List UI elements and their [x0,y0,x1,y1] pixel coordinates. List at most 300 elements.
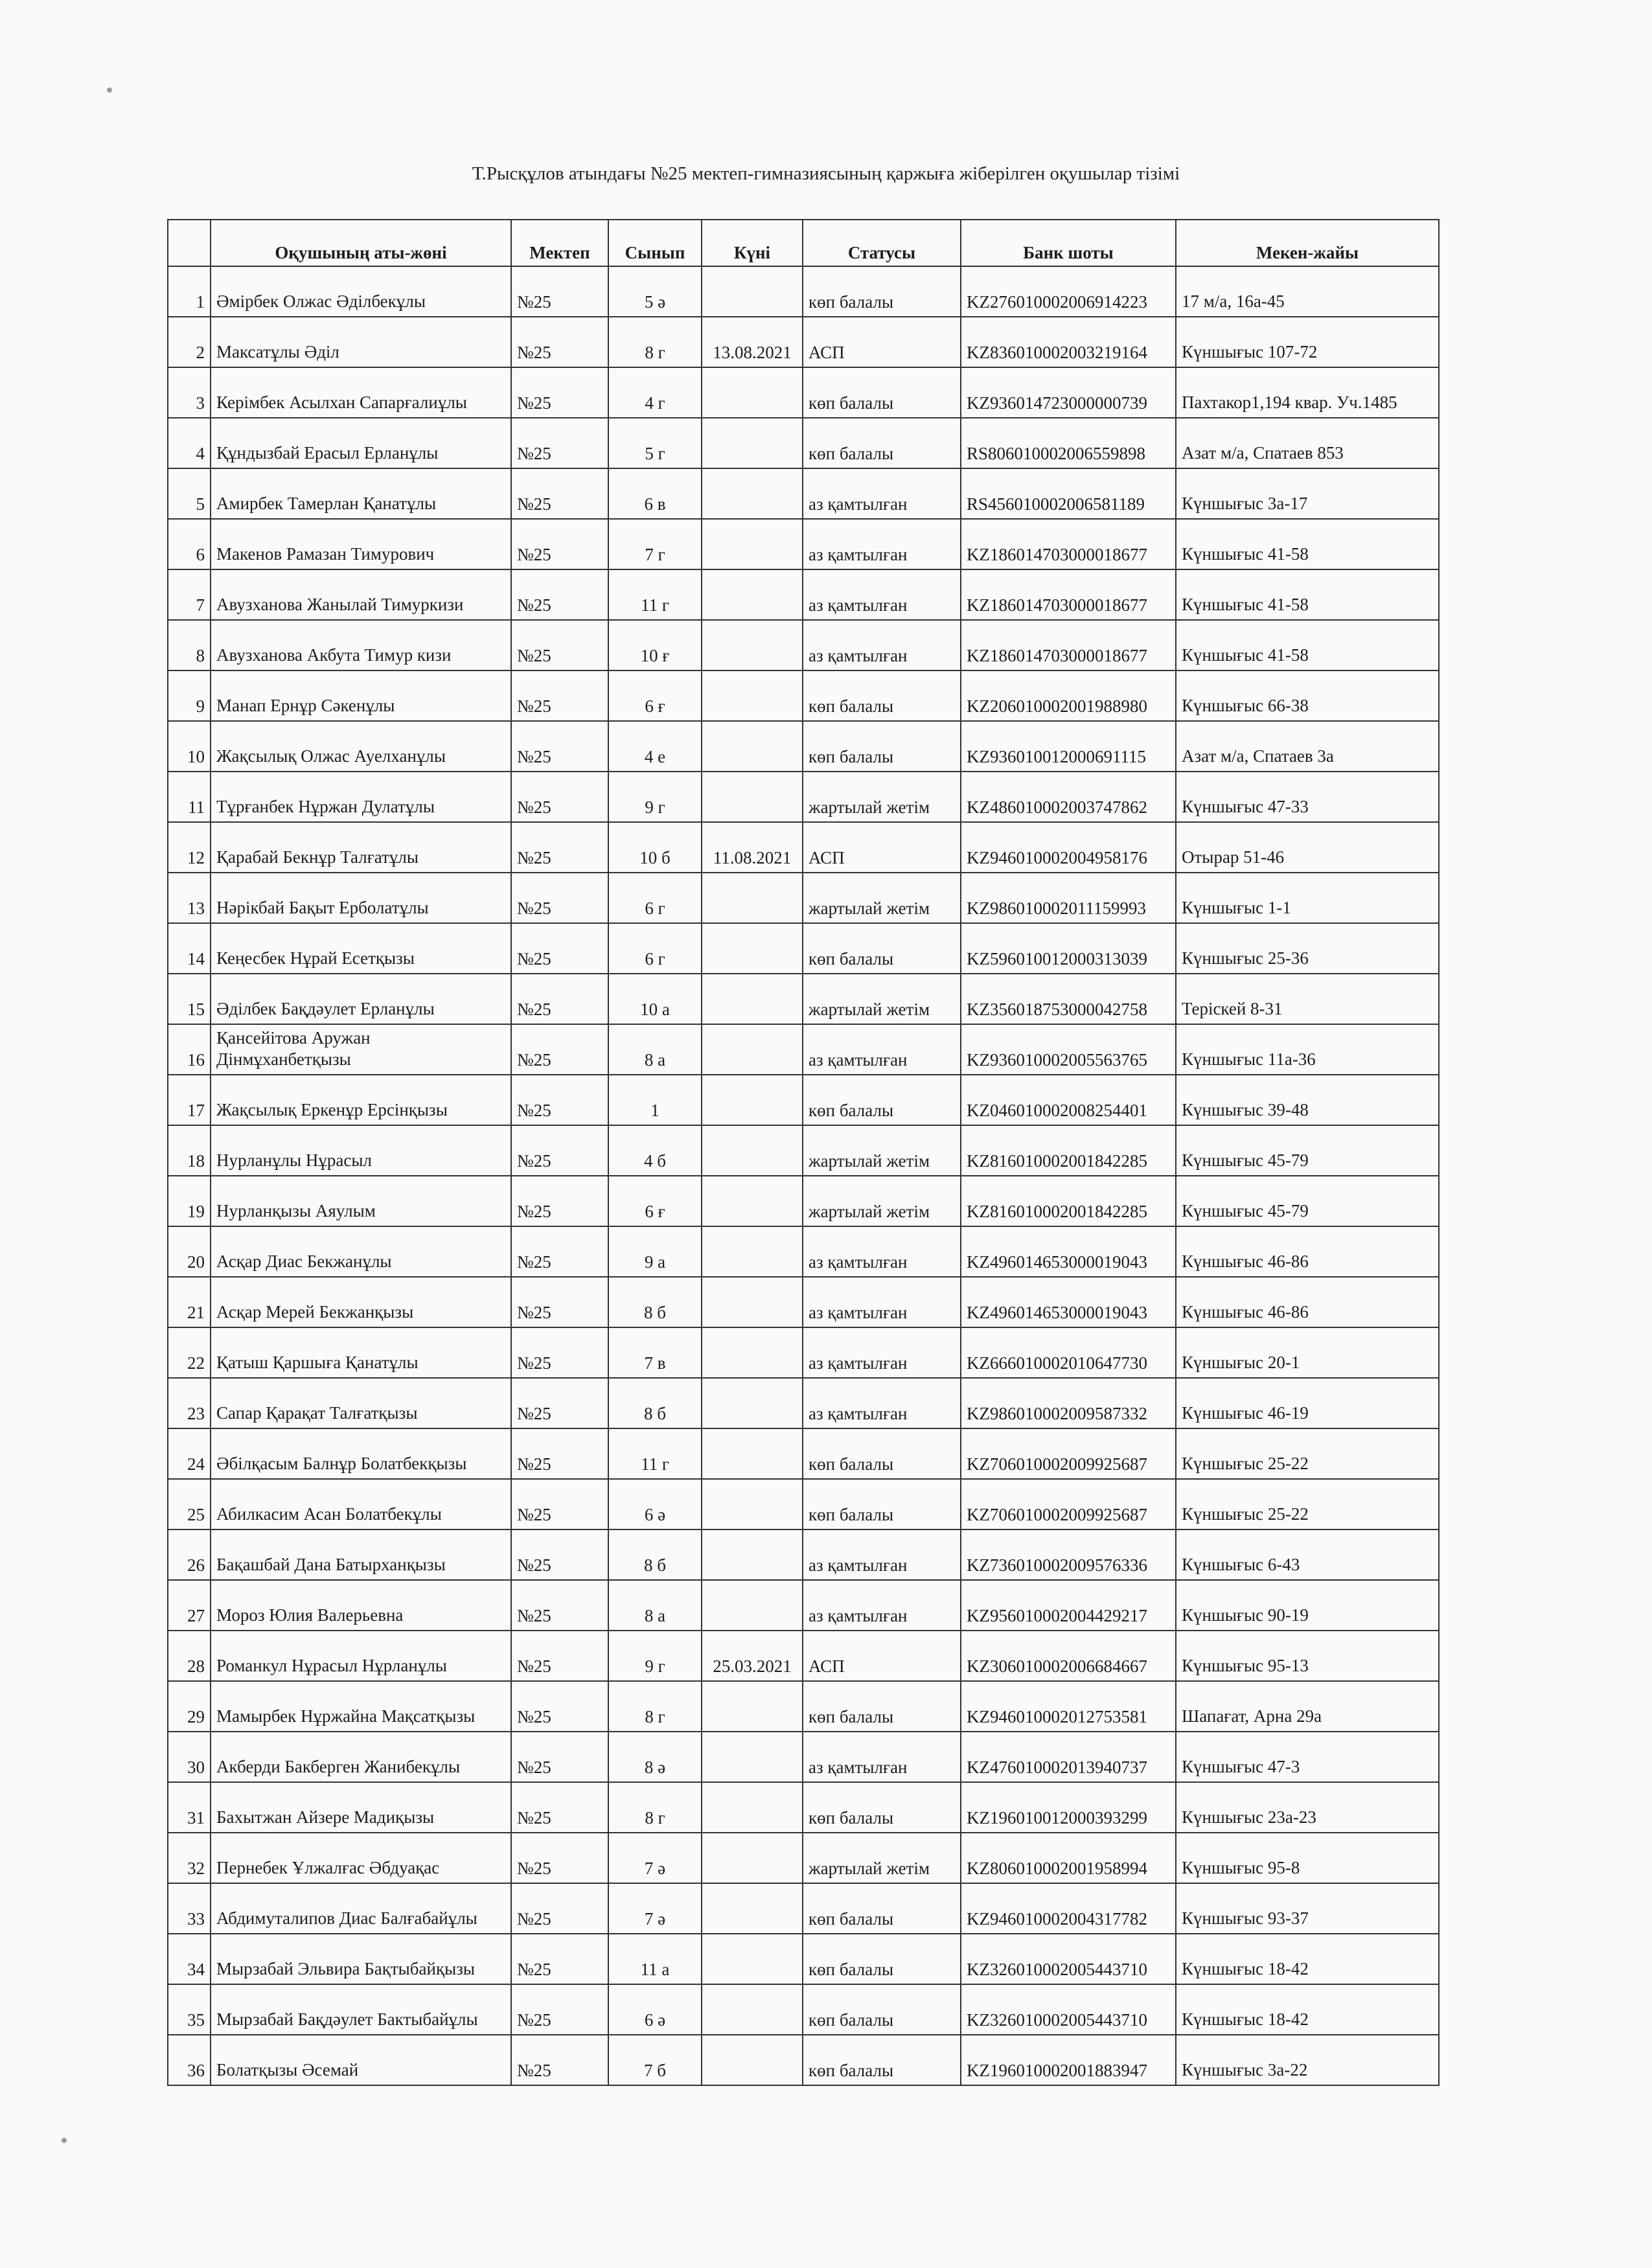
row-number-cell: 26 [168,1529,211,1580]
bank-account-cell: KZ046010002008254401 [961,1075,1176,1125]
table-row [168,1024,1439,1075]
table-row [168,266,1439,317]
school-cell: №25 [511,1378,608,1428]
date-cell [702,1277,803,1327]
class-cell: 6 г [608,923,702,974]
date-cell [702,1934,803,1984]
class-cell: 8 г [608,1782,702,1833]
bank-account-cell: KZ326010002005443710 [961,1984,1176,2035]
school-cell: №25 [511,1529,608,1580]
address-cell: Күншығыс 6-43 [1176,1529,1439,1580]
table-row [168,1631,1439,1681]
header-class: Сынып [608,220,702,266]
status-cell: көп балалы [803,1883,961,1934]
date-cell [702,2035,803,2085]
date-cell [702,1833,803,1883]
row-number-cell: 32 [168,1833,211,1883]
status-cell: АСП [803,317,961,367]
row-number-cell: 19 [168,1176,211,1226]
student-name-cell: Мамырбек Нұржайна Мақсатқызы [211,1681,511,1732]
row-number-cell: 14 [168,923,211,974]
status-cell: аз қамтылған [803,1327,961,1378]
status-cell: аз қамтылған [803,468,961,519]
row-number-cell: 30 [168,1732,211,1782]
address-cell: Күншығыс 95-13 [1176,1631,1439,1681]
date-cell [702,1428,803,1479]
table-row [168,873,1439,923]
row-number-cell: 35 [168,1984,211,2035]
bank-account-cell: KZ956010002004429217 [961,1580,1176,1631]
status-cell: жартылай жетім [803,1833,961,1883]
table-row [168,620,1439,670]
table-row [168,1833,1439,1883]
bank-account-cell: KZ836010002003219164 [961,317,1176,367]
address-cell: Шапағат, Арна 29а [1176,1681,1439,1732]
scan-speck [62,2138,67,2143]
status-cell: көп балалы [803,670,961,721]
class-cell: 4 г [608,367,702,418]
bank-account-cell: KZ816010002001842285 [961,1125,1176,1176]
school-cell: №25 [511,317,608,367]
address-cell: Күншығыс 46-86 [1176,1277,1439,1327]
header-address: Мекен-жайы [1176,220,1439,266]
class-cell: 8 б [608,1529,702,1580]
student-name-cell: Максатұлы Әділ [211,317,511,367]
bank-account-cell: KZ186014703000018677 [961,569,1176,620]
class-cell: 9 а [608,1226,702,1277]
row-number-cell: 27 [168,1580,211,1631]
status-cell: көп балалы [803,266,961,317]
row-number-cell: 4 [168,418,211,468]
status-cell: көп балалы [803,721,961,772]
student-name-cell: Мырзабай Эльвира Бақтыбайқызы [211,1934,511,1984]
table-row [168,1782,1439,1833]
status-cell: жартылай жетім [803,1125,961,1176]
row-number-cell: 21 [168,1277,211,1327]
header-date: Күні [702,220,803,266]
row-number-cell: 8 [168,620,211,670]
student-name-cell: Әмірбек Олжас Әділбекұлы [211,266,511,317]
status-cell: көп балалы [803,1075,961,1125]
scan-speck [107,87,112,93]
class-cell: 10 ғ [608,620,702,670]
student-name-cell: Болатқызы Әсемай [211,2035,511,2085]
status-cell: аз қамтылған [803,1024,961,1075]
class-cell: 6 ғ [608,1176,702,1226]
school-cell: №25 [511,873,608,923]
address-cell: Теріскей 8-31 [1176,974,1439,1024]
table-row [168,468,1439,519]
student-name-cell: Бахытжан Айзере Мадиқызы [211,1782,511,1833]
date-cell: 11.08.2021 [702,822,803,873]
status-cell: көп балалы [803,1782,961,1833]
class-cell: 10 а [608,974,702,1024]
bank-account-cell: KZ816010002001842285 [961,1176,1176,1226]
class-cell: 7 в [608,1327,702,1378]
date-cell [702,1327,803,1378]
school-cell: №25 [511,1125,608,1176]
student-name-cell: Авузханова Жанылай Тимуркизи [211,569,511,620]
class-cell: 6 ә [608,1984,702,2035]
date-cell [702,418,803,468]
school-cell: №25 [511,1277,608,1327]
row-number-cell: 24 [168,1428,211,1479]
bank-account-cell: KZ936014723000000739 [961,367,1176,418]
table-row [168,1277,1439,1327]
student-name-cell: Әділбек Бақдәулет Ерланұлы [211,974,511,1024]
address-cell: Күншығыс 90-19 [1176,1580,1439,1631]
date-cell [702,1024,803,1075]
address-cell: Күншығыс 3а-17 [1176,468,1439,519]
row-number-cell: 29 [168,1681,211,1732]
table-row [168,317,1439,367]
address-cell: Күншығыс 41-58 [1176,620,1439,670]
school-cell: №25 [511,1934,608,1984]
student-name-cell: Нурланқызы Аяулым [211,1176,511,1226]
school-cell: №25 [511,620,608,670]
status-cell: көп балалы [803,1681,961,1732]
bank-account-cell: KZ946010002012753581 [961,1681,1176,1732]
table-row [168,418,1439,468]
status-cell: көп балалы [803,367,961,418]
address-cell: Отырар 51-46 [1176,822,1439,873]
student-name-cell: Әбілқасым Балнұр Болатбекқызы [211,1428,511,1479]
bank-account-cell: KZ186014703000018677 [961,519,1176,569]
date-cell [702,1984,803,2035]
table-row [168,1075,1439,1125]
school-cell: №25 [511,367,608,418]
date-cell [702,772,803,822]
address-cell: Күншығыс 25-36 [1176,923,1439,974]
student-name-cell: Керімбек Асылхан Сапарғалиұлы [211,367,511,418]
bank-account-cell: KZ306010002006684667 [961,1631,1176,1681]
table-row [168,670,1439,721]
student-name-cell: Абилкасим Асан Болатбекұлы [211,1479,511,1529]
date-cell [702,1529,803,1580]
class-cell: 8 г [608,317,702,367]
row-number-cell: 6 [168,519,211,569]
date-cell [702,873,803,923]
row-number-cell: 5 [168,468,211,519]
status-cell: көп балалы [803,923,961,974]
date-cell [702,1732,803,1782]
student-name-cell: Манап Ернұр Сәкенұлы [211,670,511,721]
status-cell: аз қамтылған [803,569,961,620]
school-cell: №25 [511,1681,608,1732]
date-cell [702,1176,803,1226]
class-cell: 6 в [608,468,702,519]
address-cell: Азат м/а, Спатаев 853 [1176,418,1439,468]
class-cell: 8 б [608,1378,702,1428]
address-cell: Күншығыс 41-58 [1176,519,1439,569]
header-number [168,220,211,266]
class-cell: 1 [608,1075,702,1125]
address-cell: Күншығыс 23а-23 [1176,1782,1439,1833]
bank-account-cell: KZ206010002001988980 [961,670,1176,721]
bank-account-cell: KZ666010002010647730 [961,1327,1176,1378]
status-cell: көп балалы [803,1479,961,1529]
status-cell: көп балалы [803,1984,961,2035]
date-cell [702,1580,803,1631]
date-cell [702,721,803,772]
student-name-cell: Құндызбай Ерасыл Ерланұлы [211,418,511,468]
student-name-cell: Мороз Юлия Валерьевна [211,1580,511,1631]
school-cell: №25 [511,923,608,974]
address-cell: Күншығыс 11а-36 [1176,1024,1439,1075]
bank-account-cell: KZ326010002005443710 [961,1934,1176,1984]
school-cell: №25 [511,1479,608,1529]
class-cell: 9 г [608,772,702,822]
status-cell: АСП [803,1631,961,1681]
bank-account-cell: KZ946010002004958176 [961,822,1176,873]
date-cell [702,670,803,721]
student-name-cell: Қатыш Қаршыға Қанатұлы [211,1327,511,1378]
school-cell: №25 [511,1833,608,1883]
address-cell: Күншығыс 3а-22 [1176,2035,1439,2085]
class-cell: 7 б [608,2035,702,2085]
date-cell [702,1075,803,1125]
student-name-cell: Мырзабай Бақдәулет Бактыбайұлы [211,1984,511,2035]
school-cell: №25 [511,822,608,873]
class-cell: 6 ә [608,1479,702,1529]
table-row [168,1984,1439,2035]
row-number-cell: 3 [168,367,211,418]
row-number-cell: 12 [168,822,211,873]
bank-account-cell: KZ186014703000018677 [961,620,1176,670]
table-row [168,923,1439,974]
table-row [168,1378,1439,1428]
school-cell: №25 [511,1883,608,1934]
student-name-cell: Акберди Бакберген Жанибекұлы [211,1732,511,1782]
status-cell: аз қамтылған [803,1277,961,1327]
table-row [168,1681,1439,1732]
class-cell: 8 а [608,1580,702,1631]
class-cell: 5 г [608,418,702,468]
bank-account-cell: KZ986010002011159993 [961,873,1176,923]
school-cell: №25 [511,418,608,468]
row-number-cell: 28 [168,1631,211,1681]
school-cell: №25 [511,1631,608,1681]
student-name-cell: Авузханова Акбута Тимур кизи [211,620,511,670]
bank-account-cell: RS456010002006581189 [961,468,1176,519]
student-name-cell: Асқар Диас Бекжанұлы [211,1226,511,1277]
table-row [168,1327,1439,1378]
address-cell: Күншығыс 39-48 [1176,1075,1439,1125]
date-cell [702,468,803,519]
table-row [168,721,1439,772]
school-cell: №25 [511,670,608,721]
status-cell: жартылай жетім [803,974,961,1024]
row-number-cell: 25 [168,1479,211,1529]
table-row [168,1529,1439,1580]
class-cell: 8 б [608,1277,702,1327]
student-name-cell: Пернебек Ұлжалғас Әбдуақас [211,1833,511,1883]
address-cell: Күншығыс 20-1 [1176,1327,1439,1378]
address-cell: Күншығыс 45-79 [1176,1125,1439,1176]
date-cell [702,923,803,974]
address-cell: Күншығыс 25-22 [1176,1479,1439,1529]
status-cell: көп балалы [803,418,961,468]
table-row [168,2035,1439,2085]
school-cell: №25 [511,1024,608,1075]
table-row [168,1732,1439,1782]
school-cell: №25 [511,1428,608,1479]
bank-account-cell: KZ706010002009925687 [961,1428,1176,1479]
address-cell: 17 м/а, 16а-45 [1176,266,1439,317]
class-cell: 11 г [608,1428,702,1479]
address-cell: Күншығыс 1-1 [1176,873,1439,923]
date-cell [702,1883,803,1934]
table-row [168,1580,1439,1631]
student-name-cell: Қансейітова Аружан Дінмұханбетқызы [211,1024,511,1075]
table-row [168,1479,1439,1529]
row-number-cell: 31 [168,1782,211,1833]
school-cell: №25 [511,266,608,317]
school-cell: №25 [511,1782,608,1833]
date-cell: 13.08.2021 [702,317,803,367]
student-name-cell: Макенов Рамазан Тимурович [211,519,511,569]
student-name-cell: Абдимуталипов Диас Балғабайұлы [211,1883,511,1934]
row-number-cell: 13 [168,873,211,923]
table-body [168,266,1439,2085]
class-cell: 8 ә [608,1732,702,1782]
address-cell: Күншығыс 47-33 [1176,772,1439,822]
bank-account-cell: KZ706010002009925687 [961,1479,1176,1529]
status-cell: аз қамтылған [803,1529,961,1580]
table-row [168,1125,1439,1176]
student-name-cell: Тұрғанбек Нұржан Дулатұлы [211,772,511,822]
date-cell [702,1782,803,1833]
class-cell: 5 ә [608,266,702,317]
status-cell: аз қамтылған [803,1732,961,1782]
school-cell: №25 [511,519,608,569]
school-cell: №25 [511,721,608,772]
school-cell: №25 [511,468,608,519]
address-cell: Күншығыс 18-42 [1176,1984,1439,2035]
address-cell: Күншығыс 107-72 [1176,317,1439,367]
status-cell: жартылай жетім [803,873,961,923]
date-cell [702,620,803,670]
row-number-cell: 17 [168,1075,211,1125]
row-number-cell: 9 [168,670,211,721]
school-cell: №25 [511,1327,608,1378]
student-name-cell: Жақсылық Олжас Ауелханұлы [211,721,511,772]
date-cell [702,1479,803,1529]
address-cell: Күншығыс 93-37 [1176,1883,1439,1934]
header-row [168,220,1439,266]
school-cell: №25 [511,1580,608,1631]
student-name-cell: Бақашбай Дана Батырханқызы [211,1529,511,1580]
school-cell: №25 [511,1732,608,1782]
student-name-cell: Нурланұлы Нұрасыл [211,1125,511,1176]
date-cell [702,367,803,418]
status-cell: аз қамтылған [803,1580,961,1631]
row-number-cell: 2 [168,317,211,367]
date-cell [702,1226,803,1277]
table-row [168,772,1439,822]
address-cell: Күншығыс 18-42 [1176,1934,1439,1984]
class-cell: 8 г [608,1681,702,1732]
bank-account-cell: KZ196010002001883947 [961,2035,1176,2085]
date-cell [702,1125,803,1176]
school-cell: №25 [511,1226,608,1277]
class-cell: 9 г [608,1631,702,1681]
school-cell: №25 [511,1075,608,1125]
header-status: Статусы [803,220,961,266]
student-name-cell: Кеңесбек Нұрай Есетқызы [211,923,511,974]
bank-account-cell: KZ936010012000691115 [961,721,1176,772]
table-row [168,822,1439,873]
school-cell: №25 [511,772,608,822]
status-cell: көп балалы [803,1428,961,1479]
bank-account-cell: KZ936010002005563765 [961,1024,1176,1075]
address-cell: Күншығыс 47-3 [1176,1732,1439,1782]
bank-account-cell: KZ986010002009587332 [961,1378,1176,1428]
address-cell: Пахтакор1,194 квар. Уч.1485 [1176,367,1439,418]
row-number-cell: 1 [168,266,211,317]
status-cell: аз қамтылған [803,519,961,569]
student-name-cell: Қарабай Бекнұр Талғатұлы [211,822,511,873]
status-cell: аз қамтылған [803,1226,961,1277]
bank-account-cell: KZ496014653000019043 [961,1277,1176,1327]
class-cell: 4 б [608,1125,702,1176]
date-cell [702,1681,803,1732]
school-cell: №25 [511,569,608,620]
bank-account-cell: KZ356018753000042758 [961,974,1176,1024]
bank-account-cell: KZ736010002009576336 [961,1529,1176,1580]
student-name-cell: Амирбек Тамерлан Қанатұлы [211,468,511,519]
row-number-cell: 15 [168,974,211,1024]
class-cell: 8 а [608,1024,702,1075]
row-number-cell: 22 [168,1327,211,1378]
date-cell [702,519,803,569]
document-title: Т.Рысқұлов атындағы №25 мектеп-гимназиясының қаржыға жіберілген оқушылар тізімі [472,163,1180,184]
student-name-cell: Сапар Қарақат Талғатқызы [211,1378,511,1428]
bank-account-cell: KZ496014653000019043 [961,1226,1176,1277]
row-number-cell: 11 [168,772,211,822]
row-number-cell: 10 [168,721,211,772]
school-cell: №25 [511,1176,608,1226]
row-number-cell: 18 [168,1125,211,1176]
student-name-cell: Нәрікбай Бақыт Ерболатұлы [211,873,511,923]
address-cell: Күншығыс 46-19 [1176,1378,1439,1428]
bank-account-cell: KZ806010002001958994 [961,1833,1176,1883]
class-cell: 7 г [608,519,702,569]
student-name-cell: Жақсылық Еркенұр Ерсінқызы [211,1075,511,1125]
status-cell: жартылай жетім [803,772,961,822]
bank-account-cell: KZ276010002006914223 [961,266,1176,317]
bank-account-cell: KZ486010002003747862 [961,772,1176,822]
table-row [168,974,1439,1024]
table-row [168,367,1439,418]
address-cell: Күншығыс 45-79 [1176,1176,1439,1226]
student-name-cell: Асқар Мерей Бекжанқызы [211,1277,511,1327]
class-cell: 4 е [608,721,702,772]
table-row [168,1176,1439,1226]
row-number-cell: 23 [168,1378,211,1428]
address-cell: Күншығыс 95-8 [1176,1833,1439,1883]
bank-account-cell: KZ946010002004317782 [961,1883,1176,1934]
class-cell: 6 ғ [608,670,702,721]
status-cell: АСП [803,822,961,873]
date-cell [702,266,803,317]
school-cell: №25 [511,974,608,1024]
class-cell: 11 г [608,569,702,620]
header-bank-account: Банк шоты [961,220,1176,266]
date-cell [702,569,803,620]
header-school: Мектеп [511,220,608,266]
row-number-cell: 36 [168,2035,211,2085]
